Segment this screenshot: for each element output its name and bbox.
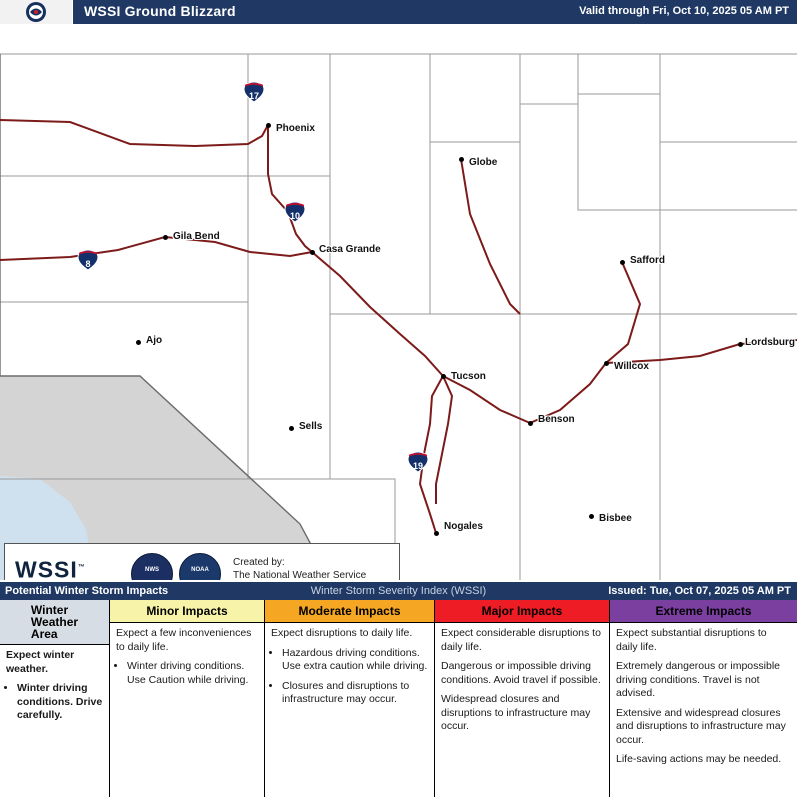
- city-dot: [163, 235, 168, 240]
- legend-body: [435, 623, 609, 734]
- interstate-number: 10: [289, 211, 300, 221]
- city-label: Willcox: [614, 361, 649, 372]
- legend-column: [110, 600, 265, 797]
- attribution-box: [4, 543, 400, 580]
- nws-seal-label: NWS: [145, 567, 159, 573]
- noaa-seal-icon: [179, 553, 221, 580]
- city-dot: [620, 260, 625, 265]
- city-dot: [434, 531, 439, 536]
- legend-bullet: • Winter driving conditions. Drive carefully.: [17, 682, 103, 723]
- legend: [0, 600, 797, 797]
- interstate-shield-icon: [77, 249, 99, 271]
- issued-text: Issued: Tue, Oct 07, 2025 05 AM PT: [608, 585, 791, 597]
- legend-bullet: • Winter driving conditions. Use Caution while driving.: [127, 660, 258, 687]
- legend-body: [110, 623, 264, 687]
- impacts-header-bar: [0, 582, 797, 600]
- city-label: Phoenix: [276, 123, 315, 134]
- city-label: Ajo: [146, 335, 163, 346]
- legend-body: [0, 645, 109, 723]
- interstate-number: 19: [412, 461, 423, 471]
- interstate-number: 17: [248, 91, 259, 101]
- city-dot: [459, 157, 464, 162]
- map-canvas[interactable]: [0, 24, 797, 580]
- legend-bullet-list: [116, 660, 258, 687]
- legend-bullet-list: [6, 682, 103, 723]
- interstate-shield-icon: [407, 451, 429, 473]
- legend-note: Dangerous or impossible driving conditions. Avoid travel if possible.: [441, 660, 601, 686]
- created-by-block: [233, 556, 366, 580]
- interstate-shield-icon: [243, 81, 265, 103]
- legend-column: [0, 600, 110, 797]
- legend-bullet: • Closures and disruptions to infrastructure may occur.: [282, 680, 428, 707]
- city-dot: [528, 421, 533, 426]
- legend-swatch: Extreme Impacts: [610, 600, 797, 623]
- legend-body: [265, 623, 434, 707]
- noaa-seal-label: NOAA: [191, 567, 209, 573]
- city-label: Benson: [538, 414, 575, 425]
- city-dot: [136, 340, 141, 345]
- legend-column: [610, 600, 797, 797]
- nws-seal-icon: [131, 553, 173, 580]
- city-dot: [738, 342, 743, 347]
- legend-swatch: Minor Impacts: [110, 600, 264, 623]
- legend-intro: Expect substantial disruptions to daily life.: [616, 627, 767, 653]
- impacts-header-title: Potential Winter Storm Impacts: [5, 585, 169, 597]
- legend-swatch: Moderate Impacts: [265, 600, 434, 623]
- legend-note: Life-saving actions may be needed.: [616, 753, 782, 765]
- city-dot: [441, 374, 446, 379]
- city-label: Sells: [299, 421, 323, 432]
- legend-bullet-list: [271, 647, 428, 707]
- legend-column: [435, 600, 610, 797]
- legend-intro: Expect a few inconveniences to daily life.: [116, 627, 252, 653]
- wssi-logo-text: WSSI: [15, 556, 78, 580]
- city-dot: [589, 514, 594, 519]
- created-by-line-1: Created by:: [233, 557, 285, 568]
- legend-swatch: Winter Weather Area: [0, 600, 109, 645]
- city-label: Tucson: [451, 371, 486, 382]
- city-dot: [289, 426, 294, 431]
- legend-body: [610, 623, 797, 767]
- interstate-number: 8: [85, 259, 91, 269]
- city-label: Gila Bend: [173, 231, 220, 242]
- city-dot: [604, 361, 609, 366]
- legend-bullet: • Hazardous driving conditions. Use extra caution while driving.: [282, 647, 428, 674]
- city-label: Globe: [469, 157, 498, 168]
- impacts-header-subtitle: Winter Storm Severity Index (WSSI): [310, 585, 487, 597]
- city-label: Safford: [630, 255, 665, 266]
- wssi-logo: [15, 556, 119, 580]
- city-label: Casa Grande: [319, 244, 381, 255]
- legend-note: Extremely dangerous or impossible driving conditions. Travel is not advised.: [616, 660, 780, 699]
- map-svg: [0, 24, 797, 580]
- city-label: Nogales: [444, 521, 483, 532]
- city-label: Bisbee: [599, 513, 632, 524]
- title-bar: [0, 0, 797, 24]
- legend-note: Extensive and widespread closures and disruptions to infrastructure may occur.: [616, 706, 786, 746]
- legend-intro: Expect disruptions to daily life.: [271, 627, 413, 639]
- legend-intro: Expect considerable disruptions to daily life.: [441, 627, 601, 653]
- city-dot: [266, 123, 271, 128]
- page-title: WSSI Ground Blizzard: [84, 3, 236, 19]
- wssi-trademark: ™: [77, 564, 86, 571]
- created-by-line-2: The National Weather Service: [233, 570, 367, 580]
- city-label: Lordsburg: [745, 337, 795, 348]
- valid-through-text: Valid through Fri, Oct 10, 2025 05 AM PT: [579, 5, 789, 17]
- interstate-shield-icon: [284, 201, 306, 223]
- legend-intro: Expect winter weather.: [6, 649, 75, 675]
- legend-column: [265, 600, 435, 797]
- legend-swatch: Major Impacts: [435, 600, 609, 623]
- city-dot: [310, 250, 315, 255]
- legend-note: Widespread closures and disruptions to infrastructure may occur.: [441, 693, 591, 732]
- nws-logo-icon: [0, 0, 73, 24]
